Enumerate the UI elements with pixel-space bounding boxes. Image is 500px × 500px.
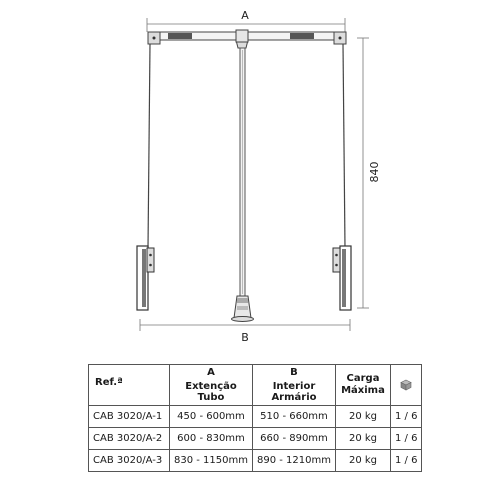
header-ref: Ref.ª: [89, 365, 170, 406]
top-crossbar: [148, 30, 346, 48]
table-header-row: [89, 365, 422, 380]
row-ref: CAB 3020/A-3: [89, 450, 170, 472]
header-load: [335, 365, 390, 406]
spec-table: [88, 364, 422, 472]
header-a: A: [170, 365, 253, 380]
header-b-sub: [252, 379, 335, 406]
header-load-line2: Máxima: [341, 385, 385, 396]
row-b: 510 - 660mm: [252, 406, 335, 428]
header-pack: [390, 365, 421, 406]
row-ref: CAB 3020/A-1: [89, 406, 170, 428]
row-a: 830 - 1150mm: [170, 450, 253, 472]
row-a: 450 - 600mm: [170, 406, 253, 428]
row-a: 600 - 830mm: [170, 428, 253, 450]
header-load-line1: Carga: [346, 373, 380, 384]
row-load: 20 kg: [335, 406, 390, 428]
header-b: B: [252, 365, 335, 380]
dimension-a-label: A: [241, 9, 249, 22]
table-row: [89, 450, 422, 472]
row-load: 20 kg: [335, 428, 390, 450]
row-pack: 1 / 6: [390, 428, 421, 450]
table-row: [89, 406, 422, 428]
row-b: 890 - 1210mm: [252, 450, 335, 472]
side-rods: [148, 44, 345, 248]
box-icon: [400, 379, 412, 391]
row-ref: CAB 3020/A-2: [89, 428, 170, 450]
row-b: 660 - 890mm: [252, 428, 335, 450]
header-b-sub-2: Armário: [271, 392, 317, 403]
row-pack: 1 / 6: [390, 450, 421, 472]
header-a-sub: [170, 379, 253, 406]
left-bracket: [137, 246, 154, 310]
header-a-sub-1: Extenção: [185, 381, 237, 392]
row-load: 20 kg: [335, 450, 390, 472]
header-b-sub-1: Interior: [272, 381, 316, 392]
row-pack: 1 / 6: [390, 406, 421, 428]
dimension-height-label: 840: [368, 161, 381, 183]
dimension-b-label: B: [241, 331, 249, 344]
header-a-sub-2: Tubo: [197, 392, 225, 403]
right-bracket: [333, 246, 351, 310]
handle-grip: [232, 296, 254, 322]
table-row: [89, 428, 422, 450]
center-tube: [240, 48, 245, 296]
